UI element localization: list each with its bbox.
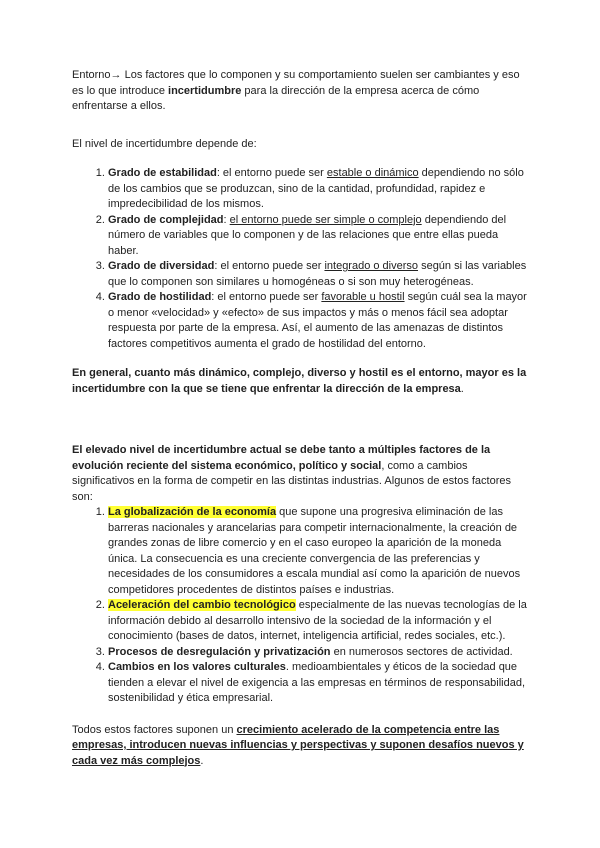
factor-post: según cuál sea la mayor o menor «velocidad» y «efecto» de sus impactos y más o menos fácil sea adoptar respuesta por parte de la empresa. Así, el aumento de las amenazas de distintos factores competitivos aumenta el grado de hostilidad del entorno. (108, 291, 527, 350)
intro-bold: incertidumbre (168, 84, 242, 97)
list-item (108, 645, 528, 661)
cause-text: . medioambientales y éticos de la sociedad que tienden a elevar el nivel de exigencia a las empresas en términos de responsabilidad, sostenibilidad y ética empresarial. (108, 661, 526, 704)
intro-text-2: para la dirección de la empresa acerca de cómo enfrentarse a ellos. (72, 84, 480, 112)
causes-list (72, 505, 528, 707)
intro-text-1: Los factores que lo componen y su comportamiento suelen ser cambiantes y eso es lo que introduce (72, 69, 520, 97)
summary-bold: En general, cuanto más dinámico, complejo, diverso y hostil es el entorno, mayor es la incertidumbre con la que se tiene que enfrentar la dirección de la empresa (72, 367, 527, 395)
list-item (108, 660, 528, 707)
summary-end: . (460, 382, 464, 395)
causes-intro (72, 443, 528, 505)
intro-paragraph (72, 68, 528, 115)
conclusion-paragraph (72, 723, 528, 770)
factor-pre: : el entorno puede ser (214, 260, 325, 272)
factors-list (72, 166, 528, 352)
depends-intro: El nivel de incertidumbre depende de: (72, 137, 257, 150)
factor-pre: : el entorno puede ser (216, 167, 327, 179)
intro-lead: Entorno (72, 69, 111, 81)
list-item (108, 290, 528, 352)
factor-title: Grado de hostilidad (108, 291, 212, 303)
list-item (108, 505, 528, 598)
causes-intro-bold: El elevado nivel de incertidumbre actual se debe tanto a múltiples factores de la evolución reciente del sistema económico, político y social (72, 444, 491, 472)
list-item (108, 259, 528, 290)
factor-title: Grado de complejidad (108, 213, 224, 226)
factor-underlined: integrado o diverso (324, 260, 419, 272)
cause-bold: Cambios en los valores culturales (108, 661, 286, 673)
cause-text: especialmente de las nuevas tecnologías de la información debido al desarrollo intensivo de la sociedad de la información y el conocimiento (bases de datos, internet, inteligencia artificial, redes sociales, etc.). (108, 599, 527, 642)
document-page (72, 68, 528, 769)
causes-intro-rest: , como a cambios significativos en la forma de competir en las distintas industrias. Algunos de estos factores son: (72, 459, 512, 503)
factor-title: Grado de diversidad (108, 260, 215, 272)
factor-post: según si las variables que lo componen son similares u homogéneas o si son muy heterogéneas. (108, 260, 527, 288)
factor-title: Grado de estabilidad (108, 167, 217, 179)
factor-post: dependiendo no sólo de los cambios que se produzcan, sino de la cantidad, profundidad, rapidez e impredecibilidad de los mismos. (108, 167, 524, 210)
cause-text: en numerosos sectores de actividad. (330, 645, 513, 658)
factor-pre: : (223, 213, 230, 226)
conclusion-pre: Todos estos factores suponen un (72, 723, 237, 736)
cause-bold: Procesos de desregulación y privatización (108, 645, 331, 658)
conclusion-emphasis: crecimiento acelerado de la competencia entre las empresas, introducen nuevas influencias y perspectivas y suponen desafíos nuevos y cada vez más complejos (72, 723, 524, 767)
summary-paragraph (72, 366, 528, 397)
factor-post: dependiendo del número de variables que lo componen y de las relaciones que entre ellas pueda haber. (108, 213, 507, 257)
cause-text: que supone una progresiva eliminación de las barreras nacionales y arancelarias para competir internacionalmente, la creación de grandes zonas de libre comercio y en el caso europeo la aparición de la moneda única. La consecuencia es una creciente convergencia de las preferencias y necesidades de los consumidores a escala mundial así como la aparición de nuevos competidores procedentes de distintos países e industrias. (108, 506, 521, 596)
arrow-symbol: → (110, 69, 122, 81)
list-item (108, 598, 528, 645)
list-item (108, 213, 528, 260)
factor-pre: : el entorno puede ser (211, 291, 322, 303)
factor-underlined: favorable u hostil (321, 291, 405, 303)
factor-underlined: el entorno puede ser simple o complejo (229, 213, 422, 226)
list-item (108, 166, 528, 213)
highlighted-term: Aceleración del cambio tecnológico (108, 599, 296, 611)
conclusion-end: . (200, 754, 204, 767)
factor-underlined: estable o dinámico (326, 167, 419, 179)
highlighted-term: La globalización de la economía (108, 506, 277, 518)
